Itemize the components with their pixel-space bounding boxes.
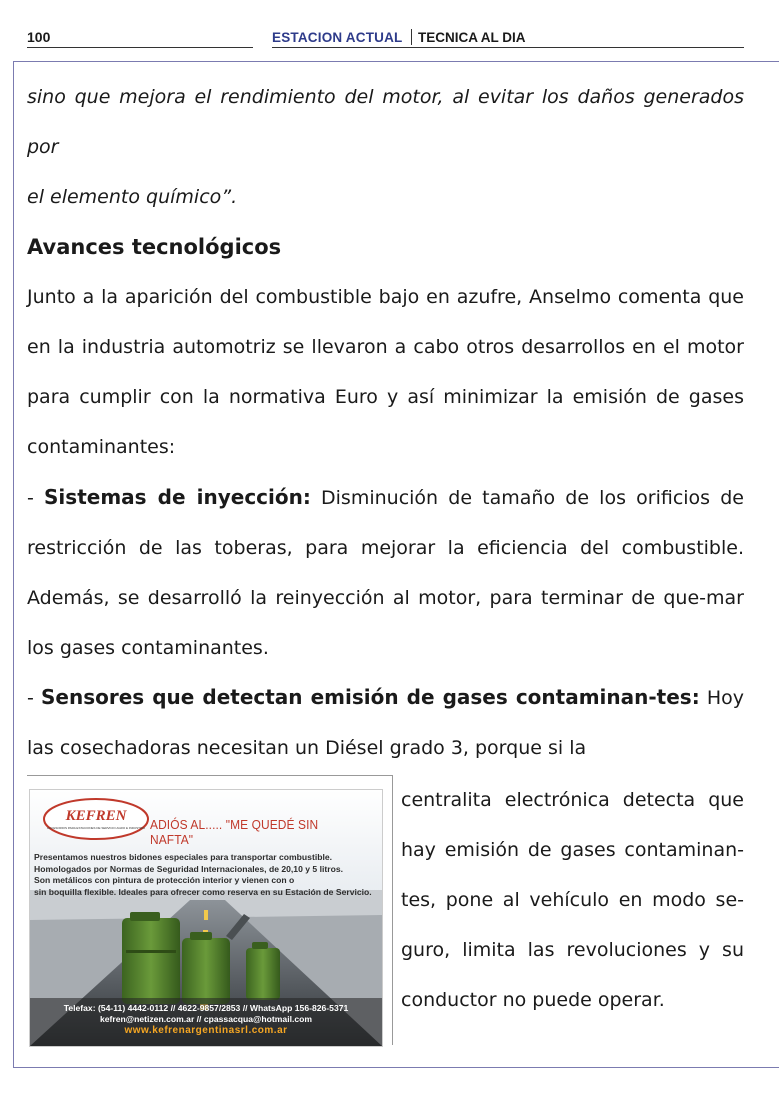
ad-frame-top xyxy=(27,775,393,776)
header-rule-right xyxy=(272,47,744,48)
ad-body-line: sin boquilla flexible. Ideales para ofrecer como reserva en su Estación de Servicio. xyxy=(34,886,372,897)
ad-body xyxy=(34,852,380,898)
bullet-text: Hoy las cosechadoras necesitan un Diésel grado 3, porque si la xyxy=(27,687,744,759)
ad-frame-right xyxy=(392,775,393,1045)
ad-body-line: Son metálicos con pintura de protección interior y vienen con o xyxy=(34,875,295,885)
bullet-title: Sensores que detectan emisión de gases contaminan-tes: xyxy=(40,685,700,709)
ad-headline: ADIÓS AL..... "ME QUEDÉ SIN NAFTA" xyxy=(150,817,319,847)
intro-line-1: sino que mejora el rendimiento del motor, al evitar los daños generados por xyxy=(27,86,744,158)
bullet-title: Sistemas de inyección: xyxy=(44,485,311,509)
advertisement[interactable] xyxy=(29,789,383,1047)
section-name: ESTACION ACTUAL xyxy=(272,30,403,45)
paragraph-1: Junto a la aparición del combustible bajo en azufre, Anselmo comenta que en la industria automotriz se llevaron a cabo otros desarrollos en el motor para cumplir con la normativa Euro y así minimizar la emisión de gases contaminantes: xyxy=(27,286,744,458)
bullet-injection xyxy=(27,472,744,673)
frame-bottom xyxy=(13,1067,779,1068)
ad-phone-line: Telefax: (54-11) 4442-0112 // 4622-9857/2853 // WhatsApp 156-826-5371 xyxy=(63,1003,349,1013)
intro-text xyxy=(27,72,744,222)
page-number: 100 xyxy=(27,29,51,45)
ad-body-line: Homologados por Normas de Seguridad Internacionales, de 20,10 y 5 litros. xyxy=(34,863,343,874)
bullet-sensors xyxy=(27,672,744,773)
section-subtitle: TECNICA AL DIA xyxy=(418,30,526,45)
bullet-dash: - xyxy=(27,487,45,509)
section-separator xyxy=(411,29,412,45)
frame-left xyxy=(13,61,14,1068)
jerrycan-large-icon xyxy=(122,912,180,1004)
jerrycan-small-icon xyxy=(246,942,280,1000)
header-rule-left xyxy=(27,47,253,48)
frame-top xyxy=(13,61,779,62)
section-heading: Avances tecnológicos xyxy=(27,235,282,259)
ad-email-line: kefren@netizen.com.ar // cpassacqua@hotmail.com xyxy=(99,1014,313,1024)
ad-brand-name: KEFREN xyxy=(65,808,127,824)
ad-brand-tagline: ACCESORIOS PARA ESTACIONES DE SERVICIO AGRO E INDUSTRIA xyxy=(46,826,146,830)
ad-website-link[interactable]: www.kefrenargentinasrl.com.ar xyxy=(124,1025,288,1036)
bullet-dash: - xyxy=(27,687,41,709)
ad-body-line: Presentamos nuestros bidones especiales para transportar combustible. xyxy=(34,852,333,862)
kefren-logo xyxy=(42,796,150,842)
ad-contact xyxy=(30,1003,382,1036)
bullet-text: Disminución de tamaño de los orificios de restricción de las toberas, para mejorar la eficiencia del combustible. Además, se desarrolló la reinyección al motor, para terminar de que-mar los gases contaminantes. xyxy=(27,487,744,659)
intro-line-2: el elemento químico”. xyxy=(27,186,238,208)
side-column-text: centralita electrónica detecta que hay emisión de gases contaminan-tes, pone al vehículo en modo se-guro, limita las revoluciones y su conductor no puede operar. xyxy=(401,789,744,1011)
